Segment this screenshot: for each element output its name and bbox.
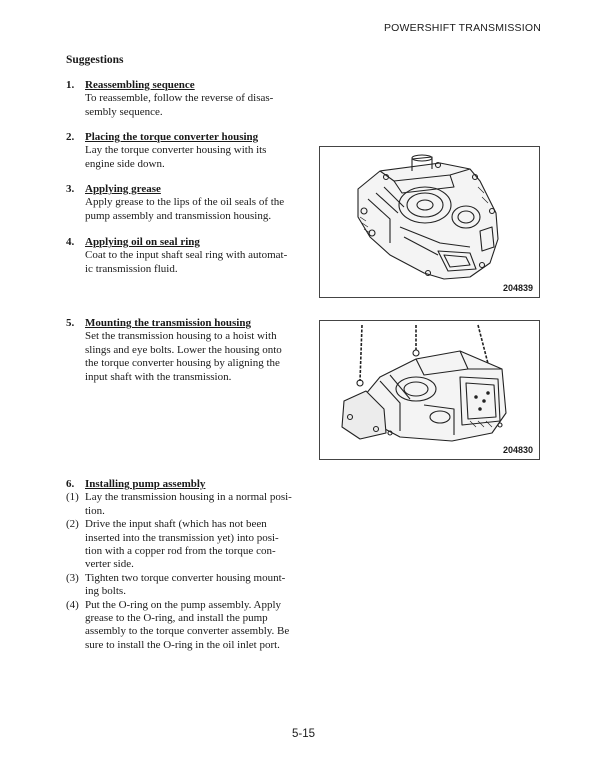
step-number: (1) bbox=[66, 491, 79, 504]
section-mounting-transmission-housing bbox=[66, 317, 302, 384]
body-line: Lay the torque converter housing with its bbox=[85, 144, 267, 157]
step-number: (4) bbox=[66, 598, 79, 611]
body-line: sembly sequence. bbox=[85, 105, 163, 118]
section-title: Applying oil on seal ring bbox=[85, 236, 200, 248]
section-number: 3. bbox=[66, 183, 75, 195]
step-line: ing bolts. bbox=[85, 585, 126, 598]
section-number: 4. bbox=[66, 236, 75, 248]
body-line: ic transmission fluid. bbox=[85, 262, 178, 275]
step-line: Put the O-ring on the pump assembly. Apply bbox=[85, 598, 282, 611]
section-title: Applying grease bbox=[85, 183, 161, 195]
step-4 bbox=[66, 599, 302, 653]
section-applying-grease bbox=[66, 183, 302, 223]
body-line: Apply grease to the lips of the oil seals of the bbox=[85, 196, 285, 209]
section-applying-oil-on-seal-ring bbox=[66, 236, 302, 276]
body-line: Coat to the input shaft seal ring with automat- bbox=[85, 249, 288, 262]
section-placing-torque-converter-housing bbox=[66, 131, 302, 171]
step-line: Tighten two torque converter housing mount- bbox=[85, 571, 286, 584]
figure-torque-converter-housing bbox=[319, 146, 540, 298]
step-number: (3) bbox=[66, 571, 79, 584]
section-body bbox=[85, 144, 302, 171]
body-line: To reassemble, follow the reverse of disas- bbox=[85, 92, 274, 105]
suggestions-heading: Suggestions bbox=[66, 54, 124, 66]
body-line: slings and eye bolts. Lower the housing onto bbox=[85, 343, 282, 356]
section-body bbox=[85, 249, 302, 276]
section-body bbox=[85, 92, 302, 119]
section-body bbox=[85, 330, 302, 384]
step-line: tion. bbox=[85, 504, 105, 517]
figure-id: 204830 bbox=[502, 445, 533, 455]
step-line: assembly to the torque converter assembly. Be bbox=[85, 625, 290, 638]
section-reassembling-sequence bbox=[66, 79, 302, 119]
section-number: 6. bbox=[66, 478, 75, 490]
step-line: tion with a copper rod from the torque con- bbox=[85, 545, 276, 558]
section-title: Placing the torque converter housing bbox=[85, 131, 259, 143]
transmission-housing-on-hoist-illustration-icon bbox=[320, 321, 539, 459]
step-line: Drive the input shaft (which has not been bbox=[85, 518, 267, 531]
body-line: pump assembly and transmission housing. bbox=[85, 209, 272, 222]
step-line: grease to the O-ring, and install the pump bbox=[85, 612, 268, 625]
figure-transmission-housing-hoist bbox=[319, 320, 540, 460]
section-number: 2. bbox=[66, 131, 75, 143]
figure-id: 204839 bbox=[502, 283, 533, 293]
section-title: Mounting the transmission housing bbox=[85, 317, 251, 329]
section-title: Installing pump assembly bbox=[85, 478, 206, 490]
step-3 bbox=[66, 572, 302, 599]
step-line: Lay the transmission housing in a normal posi- bbox=[85, 491, 292, 504]
step-line: sure to install the O-ring in the oil inlet port. bbox=[85, 638, 280, 651]
step-1 bbox=[66, 491, 302, 518]
step-2 bbox=[66, 518, 302, 572]
step-line: verter side. bbox=[85, 558, 134, 571]
section-installing-pump-assembly bbox=[66, 478, 302, 652]
section-title: Reassembling sequence bbox=[85, 79, 195, 91]
running-header: POWERSHIFT TRANSMISSION bbox=[383, 22, 541, 34]
body-line: engine side down. bbox=[85, 157, 165, 170]
step-number: (2) bbox=[66, 518, 79, 531]
body-line: input shaft with the transmission. bbox=[85, 370, 232, 383]
section-number: 1. bbox=[66, 79, 75, 91]
page-number: 5-15 bbox=[292, 728, 316, 740]
section-number: 5. bbox=[66, 317, 75, 329]
torque-converter-housing-illustration-icon bbox=[320, 147, 539, 297]
step-line: inserted into the transmission yet) into posi- bbox=[85, 531, 279, 544]
body-line: the torque converter housing by aligning the bbox=[85, 357, 280, 370]
section-body bbox=[85, 196, 302, 223]
body-line: Set the transmission housing to a hoist with bbox=[85, 330, 277, 343]
